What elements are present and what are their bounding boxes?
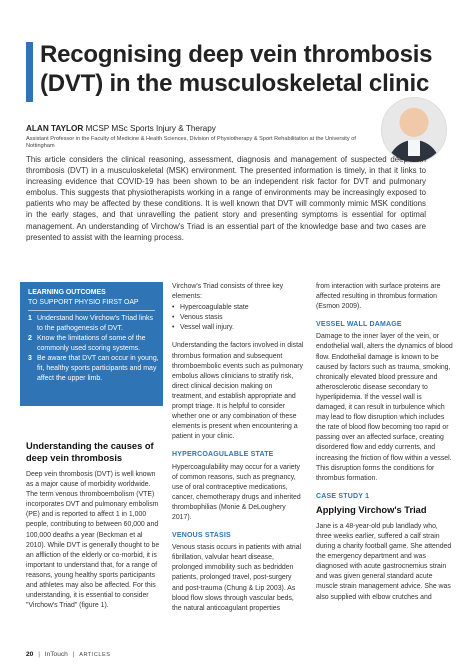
venous-stasis-paragraph: Venous stasis occurs in patients with atrial fibrillation, valvular heart disease, prolonged immobility such as bedridden patients, prolonged travel, post-surgery and post-trauma (Chung & Lip 2003). As blood flow slows through vascular beds, the natural anticoagulant properties (172, 544, 302, 612)
heading-venous-stasis: VENOUS STASIS (172, 532, 231, 540)
continued-paragraph: from interaction with surface proteins are affected resulting in thrombus formation (Esmon 2009). (316, 283, 441, 311)
author-credentials: MCSP MSc Sports Injury & Therapy (85, 124, 216, 133)
page-footer (26, 651, 111, 658)
heading-vessel-wall-damage: VESSEL WALL DAMAGE (316, 321, 402, 329)
column-2 (172, 282, 304, 622)
triad-factors-paragraph: Understanding the factors involved in distal thrombus formation and subsequent thromboembolic events such as pulmonary embolus allows clinicians to stratify risk, direct clinical decision making on treatment, and establish appropriate and prompt triage. It is helpful to consider whether one or any combination of these elements is present when encountering a patient in your clinic. (172, 342, 304, 441)
learning-outcome-number: 3 (28, 355, 32, 362)
learning-outcomes-divider (28, 310, 155, 311)
heading-hypercoagulable: HYPERCOAGULABLE STATE (172, 451, 274, 459)
intro-paragraph: This article considers the clinical reasoning, assessment, diagnosis and management of suspected deep vein thrombosis (DVT) in a musculoskeletal (MSK) environment. The presented information is timely, in that it links to increasing evidence that COVID-19 has been shown to be an independent risk factor for DVT and pulmonary embolus. This suggests that physiotherapists working in a range of environments may be increasingly exposed to patients who may be affected by these conditions. It is well known that DVT will commonly mimic MSK conditions in the early stages, and that unravelling the patient story and presenting symptoms is essential for optimal management. An understanding of Virchow's Triad is an essential part of the knowledge base and two cases are presented to assist with the learning process. (26, 155, 426, 242)
column-1 (26, 440, 162, 619)
triad-bullet: • Venous stasis (172, 313, 304, 323)
causes-paragraph: Deep vein thrombosis (DVT) is well known as a major cause of morbidity worldwide. The term venous thromboembolism (VTE) incorporates DVT and pulmonary embolism (PE) and is reported to affect 1 in 1,000 people, contributing to between 60,000 and 100,000 deaths a year (Beckman et al 2010). While DVT is generally thought to be an affliction of the elderly or co-morbid, it is important to understand that, for a range of reasons, young healthy sports participants and athletes may also be affected. For this understanding, it is essential to consider "Virchow's Triad" (figure 1). (26, 471, 160, 610)
learning-outcome-text: Understand how Virchow's Triad links to the pathogenesis of DVT. (37, 315, 153, 332)
title-accent-bar (26, 42, 33, 102)
triad-intro: Virchow's Triad consists of three key elements: (172, 283, 284, 301)
case-study-paragraph: Jane is a 48-year-old pub landlady who, three weeks earlier, suffered a calf strain during a charity football game. She attended the emergency department and was diagnosed with acute gastrocnemius strain and was given general standard acute muscle strain management advice. She was also supplied with elbow crutches and (316, 522, 452, 601)
learning-outcomes-list (28, 314, 160, 384)
learning-outcome-number: 1 (28, 315, 32, 322)
triad-bullet: • Hypercoagulable state (172, 303, 304, 313)
section-name: ARTICLES (79, 652, 111, 658)
hypercoagulable-paragraph: Hypercoagulability may occur for a variety of common reasons, such as pregnancy, use of oral contraceptive medications, cancer, chemotherapy drugs and inherited thrombophilias (Monie & DeLoughery 2017). (172, 463, 301, 521)
footer-separator: | (72, 651, 75, 658)
column-3 (316, 282, 454, 611)
learning-outcome-text: Be aware that DVT can occur in young, fit, healthy sports participants and may affect the upper limb. (37, 355, 159, 382)
learning-outcomes-heading: LEARNING OUTCOMES (28, 289, 106, 296)
article-title: Recognising deep vein thrombosis (DVT) in the musculoskeletal clinic (40, 41, 433, 97)
author-affiliation: Assistant Professor in the Faculty of Medicine & Health Sciences, Division of Physiotherapy & Sport Rehabilitation at the University of Nottingham (26, 136, 356, 150)
triad-bullet: • Vessel wall injury. (172, 323, 304, 333)
learning-outcomes-subheading: TO SUPPORT PHYSIO FIRST OAP (28, 299, 139, 306)
learning-outcome-number: 2 (28, 335, 32, 342)
learning-outcomes-box (20, 282, 163, 406)
footer-separator: | (38, 651, 40, 658)
author-name: ALAN TAYLOR (26, 124, 84, 133)
learning-outcome-item (28, 334, 160, 354)
learning-outcome-text: Know the limitations of some of the commonly used scoring systems. (37, 335, 146, 352)
case-study-label: CASE STUDY 1 (316, 492, 370, 500)
learning-outcome-item (28, 354, 160, 384)
section-heading-causes: Understanding the causes of deep vein thrombosis (26, 441, 154, 463)
author-line (26, 124, 216, 133)
case-study-heading: Applying Virchow's Triad (316, 504, 427, 515)
page-number: 20 (26, 651, 34, 658)
learning-outcome-item (28, 314, 160, 334)
triad-bullet-list (172, 303, 304, 333)
vessel-wall-paragraph: Damage to the inner layer of the vein, or endothelial wall, alters the dynamics of blood flow. Endothelial damage is known to be caused by factors such as trauma, smoking, chronically elevated blood pressure and atherosclerotic disease secondary to hyperlipidemia. If the vessel wall is damaged, it can result in turbulence which may lead to flow disruption which includes the rate of blood flow becoming too rapid or passing over an affected surface, creating disordered flow and eddy currents, and increasing the friction of flow within a vessel. This disruption forms the conditions for thrombus formation. (316, 333, 453, 482)
publication-name: InTouch (44, 651, 68, 658)
